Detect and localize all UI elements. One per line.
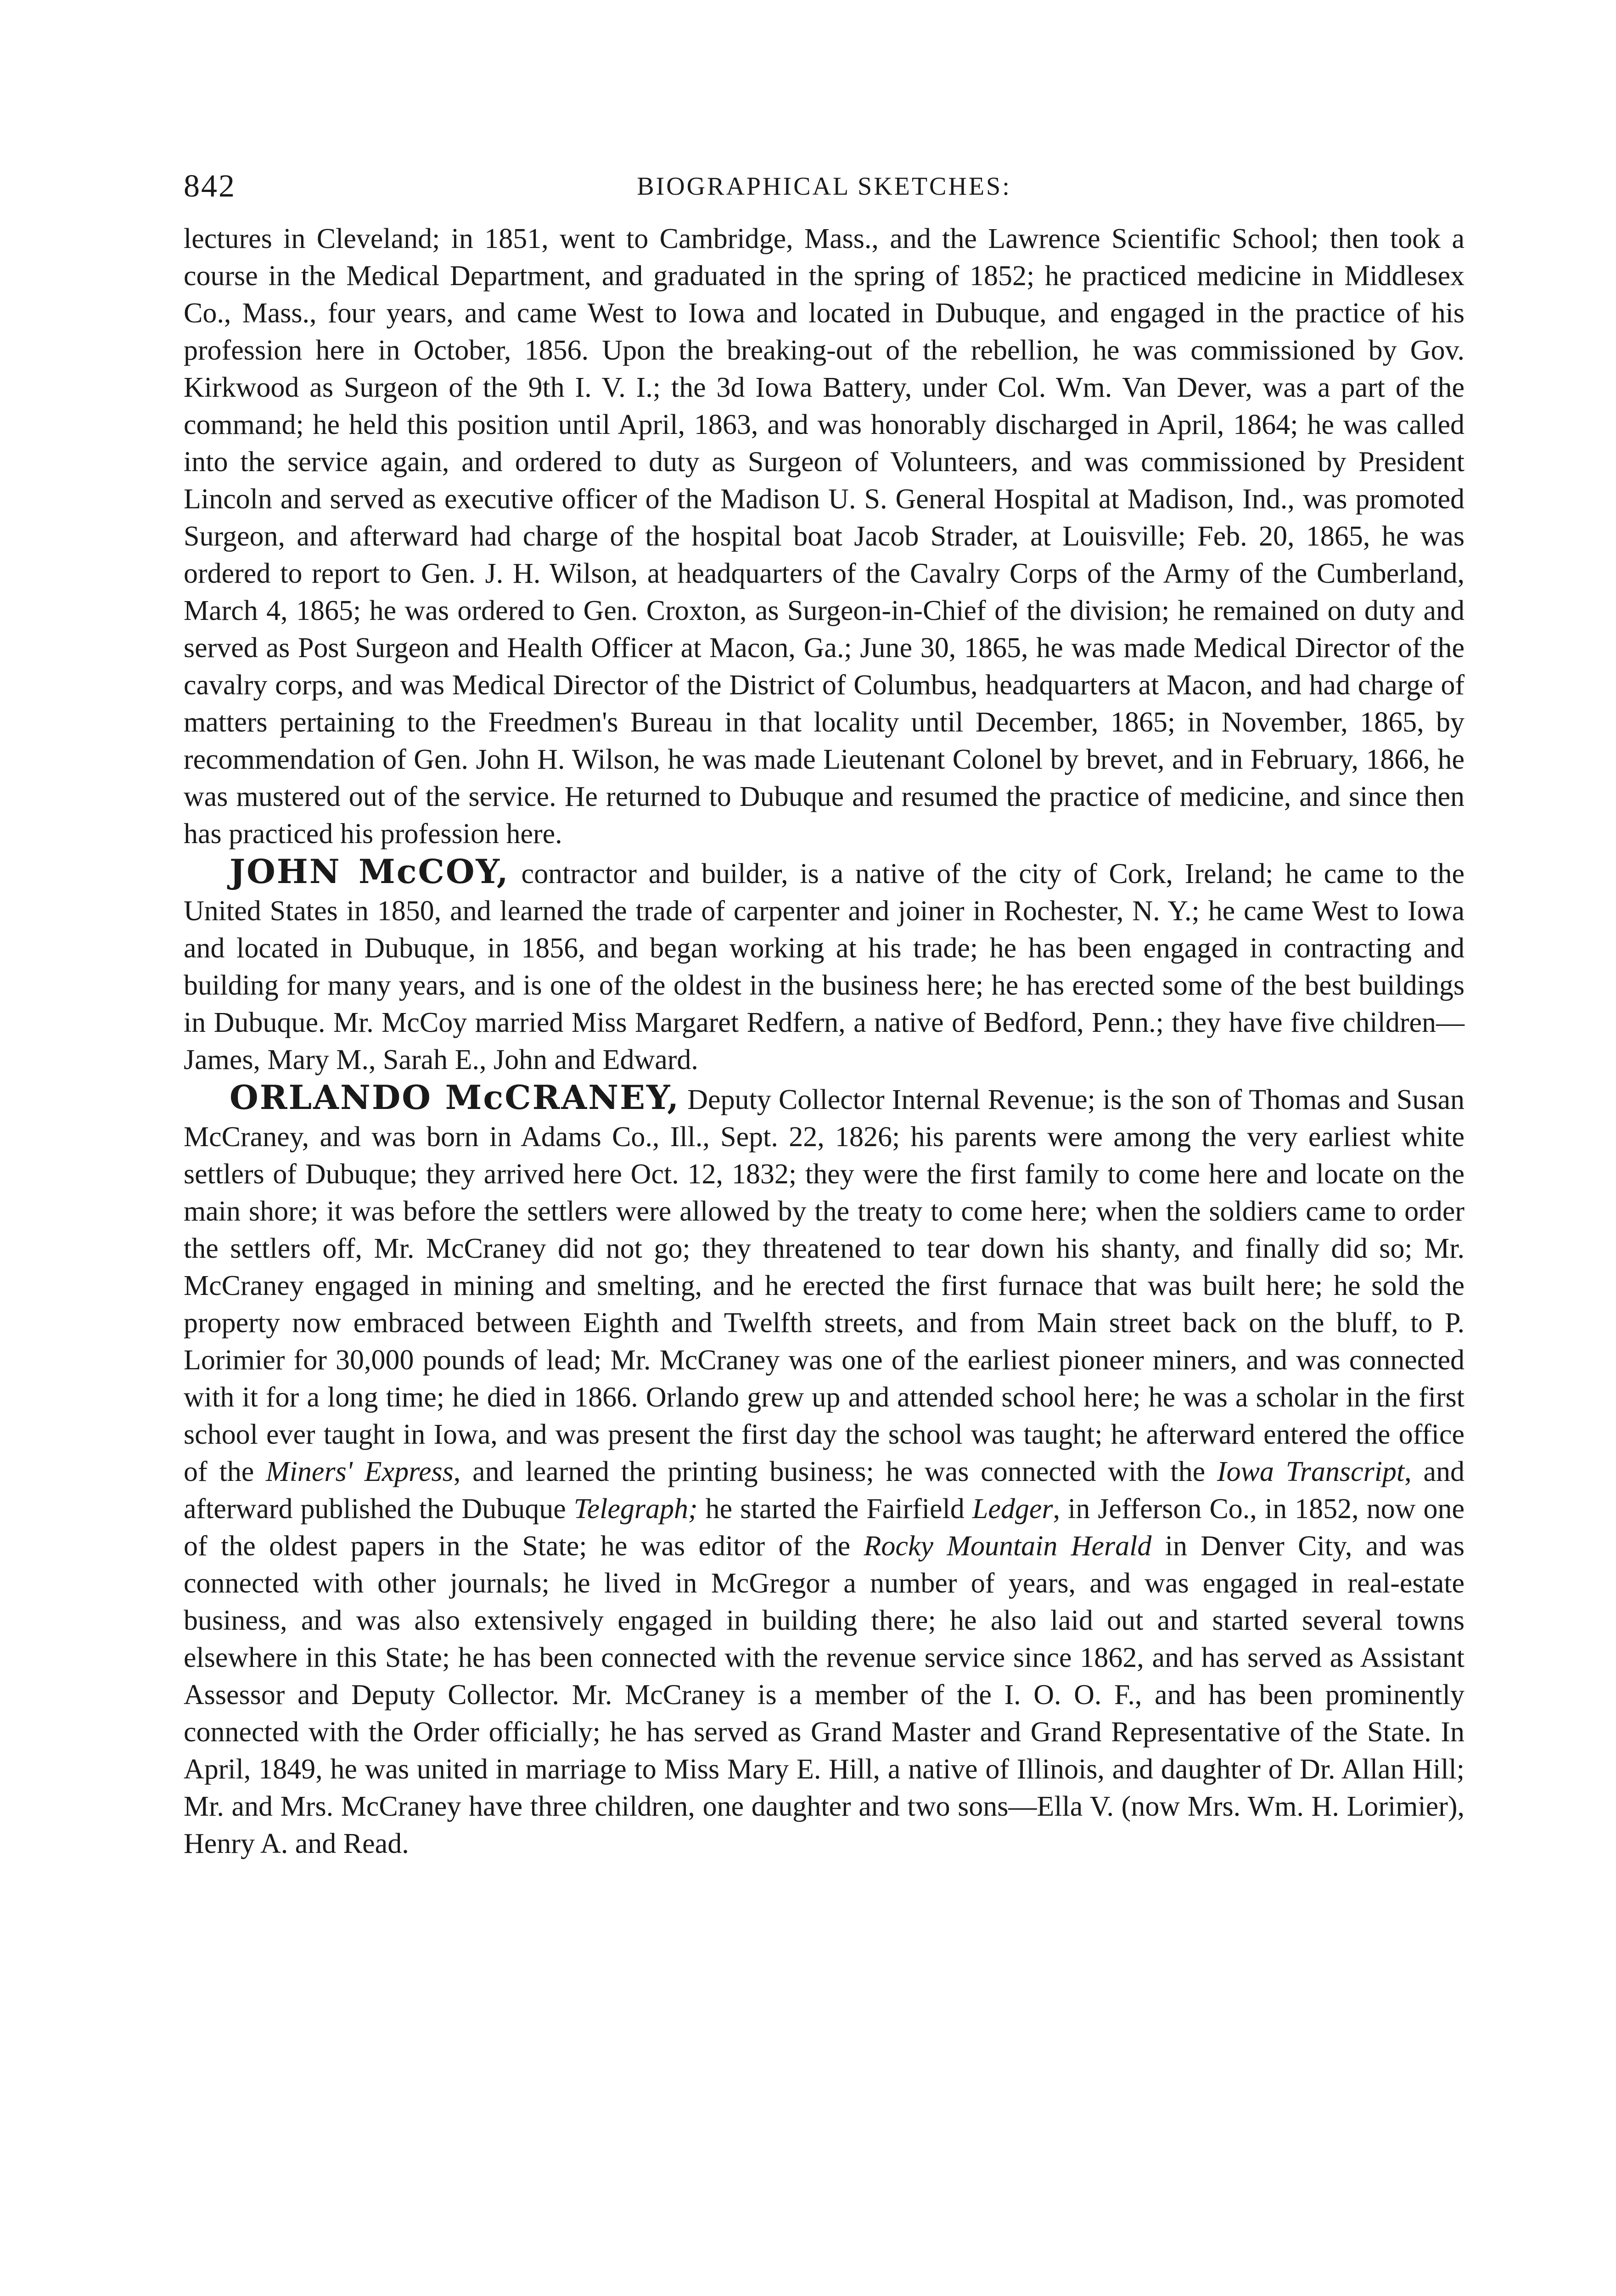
entry-text-mccraney-2: , and learned the printing business; he was connected with the [453,1456,1217,1487]
newspaper-title: Iowa Transcript [1217,1456,1405,1487]
entry-name-mccraney: ORLANDO McCRANEY, [230,1078,680,1117]
running-title: BIOGRAPHICAL SKETCHES: [637,172,1011,201]
newspaper-title: Miners' Express [266,1456,454,1487]
page-number: 842 [184,169,236,204]
continuation-paragraph: lectures in Cleveland; in 1851, went to Cambridge, Mass., and the Lawrence Scientific School; then took a course in the Medical Department, and graduated in the spring of 1852; he practiced medicine in Middlesex Co., Mass., four years, and came West to Iowa and located in Dubuque, and engaged in the practice of his profession here in October, 1856. Upon the breaking-out of the rebellion, he was commissioned by Gov. Kirkwood as Surgeon of the 9th I. V. I.; the 3d Iowa Battery, under Col. Wm. Van Dever, was a part of the command; he held this position until April, 1863, and was honorably discharged in April, 1864; he was called into the service again, and ordered to duty as Surgeon of Volunteers, and was commissioned by President Lincoln and served as executive officer of the Madison U. S. General Hospital at Madison, Ind., was promoted Surgeon, and afterward had charge of the hospital boat Jacob Strader, at Louisville; Feb. 20, 1865, he was ordered to report to Gen. J. H. Wilson, at headquarters of the Cavalry Corps of the Army of the Cumberland, March 4, 1865; he was ordered to Gen. Croxton, as Surgeon-in-Chief of the division; he remained on duty and served as Post Surgeon and Health Officer at Macon, Ga.; June 30, 1865, he was made Medical Director of the cavalry corps, and was Medical Director of the District of Columbus, headquarters at Macon, and had charge of matters pertaining to the Freedmen's Bureau in that locality until December, 1865; in November, 1865, by recommendation of Gen. John H. Wilson, he was made Lieutenant Colonel by brevet, and in February, 1866, he was mustered out of the service. He returned to Dubuque and resumed the practice of medicine, and since then has practiced his profession here. [184,223,1464,850]
newspaper-title: Rocky Mountain Herald [864,1531,1152,1562]
entry-text-mccraney-4: he started the Fairfield [697,1493,972,1525]
running-head [184,156,1464,220]
entry-text-mccraney-1: Deputy Collector Internal Revenue; is the son of Thomas and Susan McCraney, and was born in Adams Co., Ill., Sept. 22, 1826; his parents were among the very earliest white settlers of Dubuque; they arrived here Oct. 12, 1832; they were the first family to come here and locate on the main shore; it was before the settlers were allowed by the treaty to come here; when the soldiers came to order the settlers off, Mr. McCraney did not go; they threatened to tear down his shanty, and finally did so; Mr. McCraney engaged in mining and smelting, and he erected the first furnace that was built here; he sold the property now embraced between Eighth and Twelfth streets, and from Main street back on the bluff, to P. Lorimier for 30,000 pounds of lead; Mr. McCraney was one of the earliest pioneer miners, and was connected with it for a long time; he died in 1866. Orlando grew up and attended school here; he was a scholar in the first school ever taught in Iowa, and was present the first day the school was taught; he afterward entered the office of the [184,1084,1464,1487]
entry-mccraney [184,1079,1464,1863]
newspaper-title: Telegraph; [573,1493,698,1525]
entry-text-mccraney-3: , and afterward published the Dubuque [184,1456,1465,1525]
entry-text-mccraney-6: in Denver City, and was connected with other journals; he lived in McGregor a number of years, and was engaged in real-estate business, and was also extensively engaged in building there; he also laid out and started several towns elsewhere in this State; he has been connected with the revenue service since 1862, and has served as Assistant Assessor and Deputy Collector. Mr. McCraney is a member of the I. O. O. F., and has been prominently connected with the Order officially; he has served as Grand Master and Grand Representative of the State. In April, 1849, he was united in marriage to Miss Mary E. Hill, a native of Illinois, and daughter of Dr. Allan Hill; Mr. and Mrs. McCraney have three children, one daughter and two sons—Ella V. (now Mrs. Wm. H. Lorimier), Henry A. and Read. [184,1531,1465,1859]
entry-text-mccoy: contractor and builder, is a native of the city of Cork, Ireland; he came to the United States in 1850, and learned the trade of carpenter and joiner in Rochester, N. Y.; he came West to Iowa and located in Dubuque, in 1856, and began working at his trade; he has been engaged in contracting and building for many years, and is one of the oldest in the business here; he has erected some of the best buildings in Dubuque. Mr. McCoy married Miss Margaret Redfern, a native of Bedford, Penn.; they have five children—James, Mary M., Sarah E., John and Edward. [184,858,1465,1075]
body-text [184,220,1464,1863]
entry-name-mccoy: JOHN McCOY, [230,852,510,891]
entry-text-mccraney-5: , in Jefferson Co., in 1852, now one of the oldest papers in the State; he was editor of the [184,1493,1464,1562]
book-page [184,156,1464,2296]
entry-mccoy [184,853,1464,1079]
newspaper-title: Ledger [972,1493,1053,1525]
